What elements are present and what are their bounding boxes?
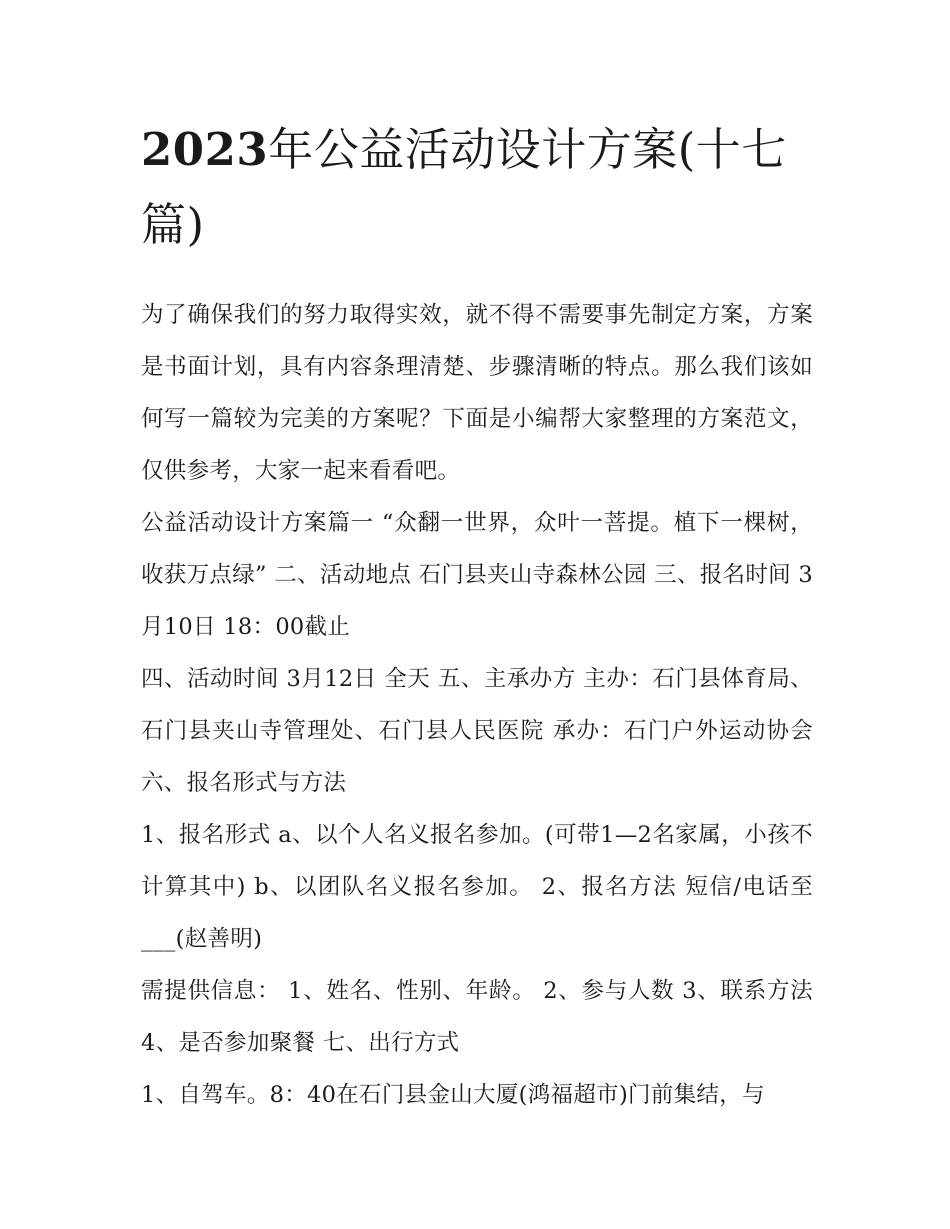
body-paragraph-3: 1、报名形式 a、以个人名义报名参加。(可带1—2名家属，小孩不计算其中) b、以团队名义报名参加。 2、报名方法 短信/电话至___(赵善明) [141, 822, 813, 952]
title-year: 2023 [141, 123, 269, 176]
body-paragraph-2: 四、活动时间 3月12日 全天 五、主承办方 主办：石门县体育局、石门县夹山寺管理处、石门县人民医院 承办：石门户外运动协会 六、报名形式与方法 [141, 666, 813, 796]
intro-paragraph: 为了确保我们的努力取得实效，就不得不需要事先制定方案，方案是书面计划，具有内容条理清楚、步骤清晰的特点。那么我们该如何写一篇较为完美的方案呢？下面是小编帮大家整理的方案范文，仅供参考，大家一起来看看吧。 [141, 302, 813, 484]
document-title [141, 112, 813, 262]
body-paragraph-1: 公益活动设计方案篇一 “众翻一世界，众叶一菩提。植下一棵树，收获万点绿” 二、活动地点 石门县夹山寺森林公园 三、报名时间 3月10日 18：00截止 [141, 510, 813, 640]
title-text: 年公益活动设计方案(十七篇) [141, 123, 787, 251]
document-page [141, 112, 813, 1121]
body-paragraph-5: 1、自驾车。8：40在石门县金山大厦(鸿福超市)门前集结，与 [141, 1082, 765, 1108]
body-paragraph-4: 需提供信息： 1、姓名、性别、年龄。 2、参与人数 3、联系方法 4、是否参加聚餐 七、出行方式 [141, 978, 813, 1056]
